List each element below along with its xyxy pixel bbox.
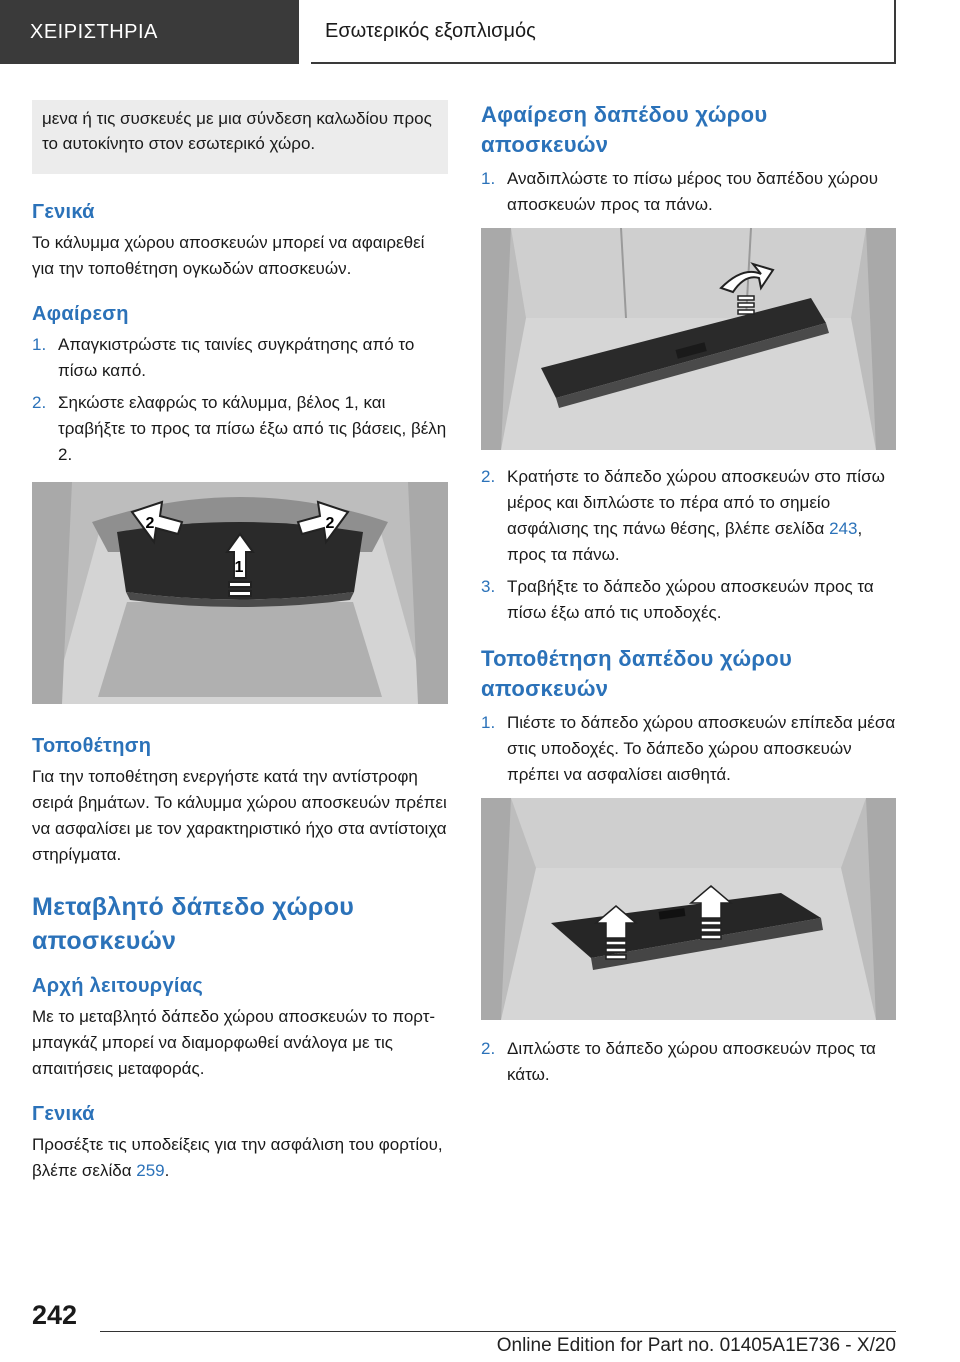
removal-heading: Αφαίρεση xyxy=(32,303,129,325)
page-link-259[interactable]: 259 xyxy=(136,1161,165,1180)
page-header xyxy=(0,0,960,64)
page-link-243[interactable]: 243 xyxy=(829,519,858,538)
step-text-part: Κρατήστε το δάπεδο χώρου αποσκευών στο πίσω μέρος και διπλώστε το πέρα από το σημείο ασφάλισης της πάνω θέσης, βλέπε σελίδα xyxy=(507,467,885,538)
placement-text: Για την τοποθέτηση ενεργήστε κατά την αντίστροφη σειρά βημάτων. Το κάλυμμα χώρου αποσκευών πρέπει να ασφαλίσει με τον χαρακτηριστικό ήχο στα αντίστοιχα στηρίγματα. xyxy=(32,767,447,864)
place-floor-steps-cont xyxy=(481,1036,896,1088)
general2-text xyxy=(32,1132,448,1184)
general2-text-end: . xyxy=(164,1161,170,1180)
general-text: Το κάλυμμα χώρου αποσκευών μπορεί να αφαιρεθεί για την τοποθέτηση ογκωδών αποσκευών. xyxy=(32,233,425,278)
step-text: Σηκώστε ελαφρώς το κάλυμμα, βέλος 1, και τραβήξτε το προς τα πίσω έξω από τις βάσεις, βέλη 2. xyxy=(58,393,447,464)
page-number: 242 xyxy=(32,1300,78,1330)
arrow-label-2b: 2 xyxy=(325,515,335,532)
remove-floor-steps xyxy=(481,166,896,218)
list-item xyxy=(481,464,896,568)
floor-fold-figure xyxy=(481,228,896,450)
step-number: 2. xyxy=(32,393,47,412)
general2-text-part: Προσέξτε τις υποδείξεις για την ασφάλιση του φορτίου, βλέπε σελίδα xyxy=(32,1135,443,1180)
step-text-end: , προς τα πάνω. xyxy=(507,519,863,564)
principle-heading: Αρχή λειτουργίας xyxy=(32,975,204,997)
variable-floor-heading: Μεταβλητό δάπεδο χώρου αποσκευών xyxy=(32,893,355,955)
floor-place-illustration xyxy=(481,798,896,1020)
step-number: 3. xyxy=(481,577,496,596)
general-heading: Γενικά xyxy=(32,201,95,223)
place-floor-steps xyxy=(481,710,896,788)
remove-floor-heading: Αφαίρεση δαπέδου χώρου αποσκευών xyxy=(481,102,768,157)
step-number: 2. xyxy=(481,1039,496,1058)
list-item xyxy=(481,166,896,218)
note-box: μενα ή τις συσκευές με μια σύνδεση καλωδίου προς το αυτοκίνητο στον εσωτερικό χώρο. xyxy=(32,100,448,174)
step-number: 1. xyxy=(481,169,496,188)
step-text: Αναδιπλώστε το πίσω μέρος του δαπέδου χώρου αποσκευών προς τα πάνω. xyxy=(507,169,879,214)
footer-divider xyxy=(100,1331,896,1332)
arrow-label-2a: 2 xyxy=(145,515,155,532)
right-column xyxy=(481,100,896,1094)
floor-place-figure xyxy=(481,798,896,1020)
step-number: 1. xyxy=(481,713,496,732)
section-tab: ΧΕΙΡΙΣΤΗΡΙΑ xyxy=(0,0,299,64)
removal-steps xyxy=(32,332,448,468)
list-item xyxy=(32,390,448,468)
place-floor-heading: Τοποθέτηση δαπέδου χώρου αποσκευών xyxy=(481,646,793,701)
chapter-title: Εσωτερικός εξοπλισμός xyxy=(311,0,896,64)
step-text: Απαγκιστρώστε τις ταινίες συγκράτησης από το πίσω καπό. xyxy=(58,335,415,380)
floor-fold-illustration xyxy=(481,228,896,450)
step-number: 1. xyxy=(32,335,47,354)
cover-removal-figure xyxy=(32,482,448,704)
step-text: Διπλώστε το δάπεδο χώρου αποσκευών προς τα κάτω. xyxy=(507,1039,876,1084)
left-column xyxy=(32,100,448,1184)
list-item xyxy=(481,574,896,626)
edition-text: Online Edition for Part no. 01405A1E736 - X/20 xyxy=(496,1335,896,1356)
step-text: Τραβήξτε το δάπεδο χώρου αποσκευών προς τα πίσω έξω από τις υποδοχές. xyxy=(507,577,874,622)
list-item xyxy=(481,710,896,788)
list-item xyxy=(481,1036,896,1088)
principle-text: Με το μεταβλητό δάπεδο χώρου αποσκευών το πορτ-μπαγκάζ μπορεί να διαμορφωθεί ανάλογα με τις απαιτήσεις μεταφοράς. xyxy=(32,1007,436,1078)
remove-floor-steps-cont xyxy=(481,464,896,626)
step-number: 2. xyxy=(481,467,496,486)
arrow-label-1: 1 xyxy=(234,559,244,576)
list-item xyxy=(32,332,448,384)
placement-heading: Τοποθέτηση xyxy=(32,735,152,757)
step-text xyxy=(507,467,885,564)
trunk-cover-illustration xyxy=(32,482,448,704)
step-text: Πιέστε το δάπεδο χώρου αποσκευών επίπεδα μέσα στις υποδοχές. Το δάπεδο χώρου αποσκευών πρέπει να ασφαλίσει αισθητά. xyxy=(507,713,896,784)
general2-heading: Γενικά xyxy=(32,1103,95,1125)
